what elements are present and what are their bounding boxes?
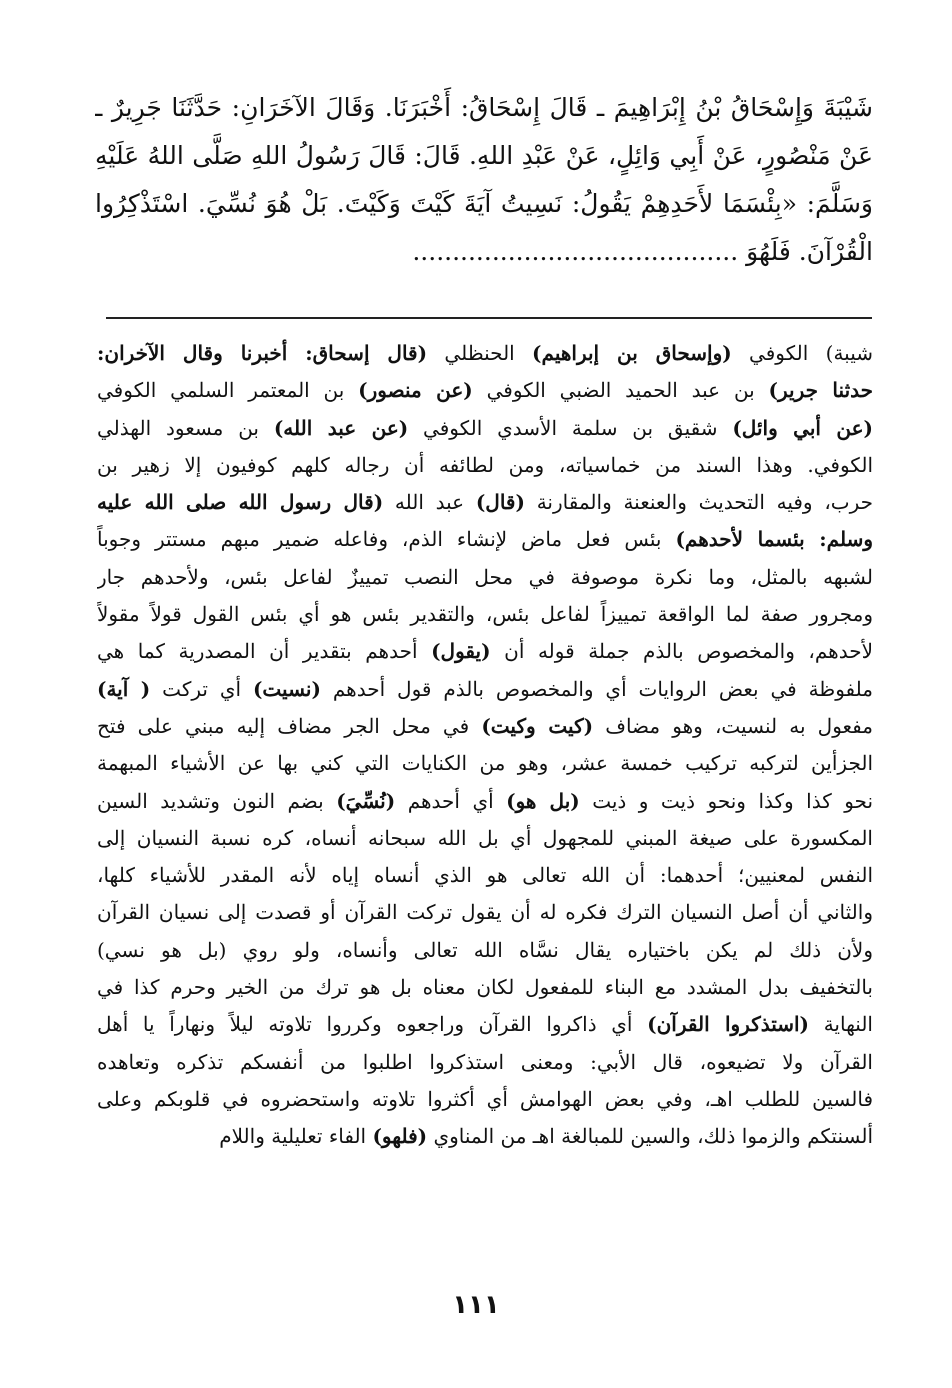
commentary-segment: بئس فعل ماض لإنشاء الذم، وفاعله ضمير مبهم مستتر وجوباً [97,527,676,552]
commentary-segment: الجزأين لتركبه تركيب خمسة عشر، وهو من الكنايات التي كني بها عن الأشياء المبهمة [97,751,873,776]
bold-quote: (يقول) [431,639,491,664]
commentary-line [97,820,873,857]
commentary-line [97,1118,873,1155]
commentary-segment: لشبهه بالمثل، وما نكرة موصوفة في محل النصب تمييزٌ لفاعل بئس، ولأحدهم جار [97,564,873,589]
bold-quote: (عن عبد الله) [273,415,409,440]
commentary-segment: القرآن ولا تضيعوه، قال الأبي: ومعنى استذكروا اطلبوا من أنفسكم تذكره وتعاهده [97,1049,873,1074]
commentary-segment: لأحدهم، والمخصوص بالذم جملة قوله أن [490,639,873,664]
commentary-segment: النهاية [809,1012,873,1037]
separator-line [106,317,872,319]
commentary-segment: ولأن ذلك لم يكن باختياره يقال نسَّاه الله تعالى وأنساه، ولو روي (بل هو نسي) [97,937,873,962]
commentary-line [97,969,873,1006]
commentary-line [97,857,873,894]
commentary-segment: أي تركت [150,676,253,701]
commentary-segment: أي أحدهم [395,788,507,813]
bold-quote: (كيت وكيت) [481,713,594,738]
bold-quote: (قال إسحاق: أخبرنا وقال الآخران: [97,341,428,365]
bold-quote: (نسيت) [252,676,321,701]
commentary-line [97,1044,873,1081]
commentary-text [97,335,873,1156]
bold-quote: وسلم: بئسما لأحدهم) [675,527,873,552]
commentary-segment: الكوفي. وهذا السند من خماسياته، ومن لطائفه أن رجاله كلهم كوفيون إلا زهير بن [97,452,873,477]
commentary-segment: نحو كذا وكذا ونحو ذيت و ذيت [579,788,873,813]
hadith-line: شَيْبَةَ وَإِسْحَاقُ بْنُ إِبْرَاهِيمَ ـ قَالَ إِسْحَاقُ: أَخْبَرَنَا. وَقَالَ الآخَرَانِ: حَدَّثَنَا جَرِيرٌ ـ [95,93,873,122]
commentary-line [97,372,873,409]
commentary-line [97,447,873,484]
commentary-line [97,783,873,820]
hadith-line: الْقُرْآنَ. فَلَهُوَ ......................................... [412,237,873,266]
bold-quote: (بل هو) [506,788,580,813]
bold-quote: (وإسحاق بن إبراهيم) [532,341,732,365]
commentary-line [97,671,873,708]
commentary-segment: المكسورة على صيغة المبني للمجهول أي بل الله سبحانه أنساه، كره نسبة النسيان إلى [97,825,873,850]
bold-quote: (استذكروا القرآن) [647,1012,810,1037]
bold-quote: (نُسِّيَ) [336,788,396,813]
commentary-segment: ألسنتكم والزموا ذلك، والسين للمبالغة اهـ من المناوي [427,1124,873,1149]
hadith-text [95,84,873,276]
commentary-segment: ملفوظة في بعض الروايات أي والمخصوص بالذم قول أحدهم [320,676,873,701]
commentary-segment: ومجرور صفة لما الواقعة تمييزاً لفاعل بئس، والتقدير بئس هو أي بئس القول قولاً مقولاً [97,602,873,627]
hadith-line: عَنْ مَنْصُورٍ، عَنْ أَبِي وَائِلٍ، عَنْ عَبْدِ اللهِ. قَالَ: قَالَ رَسُولُ اللهِ صَلَّى اللهُ عَلَيْهِ [95,141,873,170]
commentary-segment: مفعول به لنسيت، وهو مضاف [593,713,873,738]
commentary-line [97,484,873,521]
bold-quote: (عن منصور) [358,378,473,403]
bold-quote: (عن أبي وائل) [732,415,873,440]
hadith-line: وَسَلَّمَ: «بِئْسَمَا لأَحَدِهِمْ يَقُولُ: نَسِيتُ آيَةَ كَيْتَ وَكَيْتَ. بَلْ هُوَ نُسِّيَ. اسْتَذْكِرُوا [95,189,873,218]
commentary-line [97,745,873,782]
commentary-segment: فالسين للطلب اهـ، وفي بعض الهوامش أي أكثروا تلاوته واستحضروه في قلوبكم وعلى [97,1086,873,1111]
commentary-line [97,932,873,969]
commentary-segment: شقيق بن سلمة الأسدي الكوفي [408,415,733,440]
commentary-segment: حرب، وفيه التحديث والعنعنة والمقارنة [524,490,873,515]
commentary-segment: بن عبد الحميد الضبي الكوفي [472,378,769,403]
commentary-segment: أحدهم بتقدير أن المصدرية كما هي [97,639,432,664]
page-number: ١١١ [452,1290,500,1320]
commentary-segment: بضم النون وتشديد السين [97,788,337,813]
bold-quote: ( آية) [97,676,151,701]
bold-quote: (فلهو) [372,1124,428,1149]
commentary-line [97,559,873,596]
commentary-segment: بن المعتمر السلمي الكوفي [97,378,359,403]
commentary-line [97,521,873,558]
commentary-segment: عبد الله [383,490,476,515]
commentary-segment: بن مسعود الهذلي [97,415,274,440]
commentary-line [97,1081,873,1118]
commentary-line [97,708,873,745]
commentary-line [97,1006,873,1043]
bold-quote: (قال رسول الله صلى الله عليه [97,490,384,515]
commentary-line [97,335,873,372]
commentary-line [97,596,873,633]
commentary-line [97,894,873,931]
commentary-segment: شيبة) الكوفي [731,341,873,365]
commentary-line [97,633,873,670]
commentary-segment: النفس لمعنيين؛ أحدهما: أن الله تعالى هو الذي أنساه إياه لأنه المقدر للأشياء كلها، [97,863,873,888]
commentary-line [97,410,873,447]
commentary-segment: في محل الجر مضاف إليه مبني على فتح [97,713,482,738]
commentary-segment: الحنظلي [427,341,533,365]
commentary-segment: بالتخفيف بدل المشدد مع البناء للمفعول لكان معناه بل هو ترك من الخير وحرم كذا في [97,975,873,1000]
bold-quote: حدثنا جرير) [768,378,873,403]
commentary-segment: الفاء تعليلية واللام [219,1124,373,1149]
commentary-segment: أي ذاكروا القرآن وراجعوه وكرروا تلاوته ليلاً ونهاراً يا أهل [97,1012,648,1037]
commentary-segment: والثاني أن أصل النسيان الترك فكره له أن يقول تركت القرآن أو قصدت إلى نسيان القرآن [97,900,873,925]
bold-quote: (قال) [475,490,525,515]
